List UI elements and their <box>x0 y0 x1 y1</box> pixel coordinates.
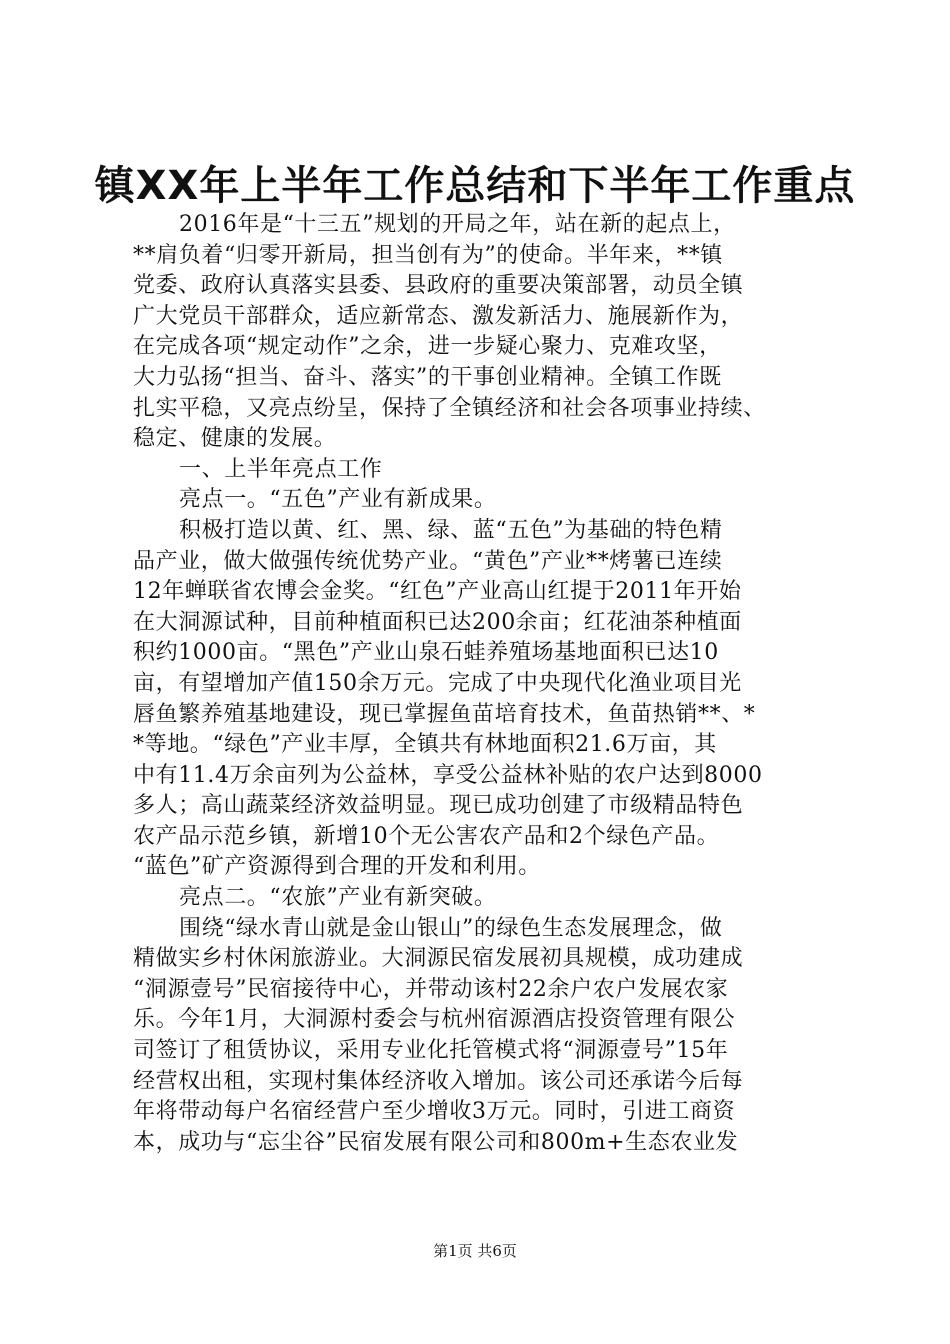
document-body <box>133 210 833 1158</box>
text-line: 大力弘扬“担当、奋斗、落实”的干事创业精神。全镇工作既 <box>133 364 722 390</box>
text-line: 品产业，做大做强传统优势产业。“黄色”产业**烤薯已连续 <box>133 548 723 574</box>
text-line: 围绕“绿水青山就是金山银山”的绿色生态发展理念，做 <box>179 915 723 941</box>
text-line: 精做实乡村休闲旅游业。大洞源民宿发展初具规模，成功建成 <box>133 946 744 972</box>
text-line: 亮点二。“农旅”产业有新突破。 <box>179 885 497 911</box>
text-line: “蓝色”矿产资源得到合理的开发和利用。 <box>133 854 541 880</box>
document-title: 镇XX年上半年工作总结和下半年工作重点 <box>94 163 856 209</box>
text-line: 年将带动每户名宿经营户至少增收3万元。同时，引进工商资 <box>133 1099 736 1125</box>
text-line: 广大党员干部群众，适应新常态、激发新活力、施展新作为， <box>133 303 744 329</box>
text-line: 多人；高山蔬菜经济效益明显。现已成功创建了市级精品特色 <box>133 793 744 819</box>
text-line: 农产品示范乡镇，新增10个无公害农产品和2个绿色产品。 <box>133 823 720 849</box>
text-line: 经营权出租，实现村集体经济收入增加。该公司还承诺今后每 <box>133 1068 744 1094</box>
text-line: 司签订了租赁协议，采用专业化托管模式将“洞源壹号”15年 <box>133 1038 729 1064</box>
text-line: 唇鱼繁养殖基地建设，现已掌握鱼苗培育技术，鱼苗热销**、* <box>133 701 756 727</box>
text-line: 乐。今年1月，大洞源村委会与杭州宿源酒店投资管理有限公 <box>133 1007 736 1033</box>
text-line: 本，成功与“忘尘谷”民宿发展有限公司和800m+生态农业发 <box>133 1129 739 1155</box>
text-line: 积约1000亩。“黑色”产业山泉石蛙养殖场基地面积已达10 <box>133 640 719 666</box>
text-line: 党委、政府认真落实县委、县政府的重要决策部署，动员全镇 <box>133 273 744 299</box>
text-line: 亮点一。“五色”产业有新成果。 <box>179 487 497 513</box>
text-line: *等地。“绿色”产业丰厚，全镇共有林地面积21.6万亩，其 <box>133 732 717 758</box>
text-line: **肩负着“归零开新局，担当创有为”的使命。半年来，**镇 <box>133 242 723 268</box>
text-line: 2016年是“十三五”规划的开局之年，站在新的起点上， <box>179 212 736 237</box>
page-footer: 第1页 共6页 <box>433 1242 517 1260</box>
text-line: 在大洞源试种，目前种植面积已达200余亩；红花油茶种植面 <box>133 609 742 635</box>
text-line: 扎实平稳，又亮点纷呈，保持了全镇经济和社会各项事业持续、 <box>133 395 766 421</box>
text-line: 亩，有望增加产值150余万元。完成了中央现代化渔业项目光 <box>133 670 742 696</box>
text-line: 一、上半年亮点工作 <box>179 456 383 482</box>
text-line: 中有11.4万余亩列为公益林，享受公益林补贴的农户达到8000 <box>133 762 763 788</box>
text-line: 积极打造以黄、红、黑、绿、蓝“五色”为基础的特色精 <box>179 517 723 543</box>
text-line: 12年蝉联省农博会金奖。“红色”产业高山红提于2011年开始 <box>133 579 742 605</box>
text-line: 在完成各项“规定动作”之余，进一步疑心聚力、克难攻坚， <box>133 334 722 360</box>
text-line: “洞源壹号”民宿接待中心，并带动该村22余户农户发展农家 <box>133 976 729 1002</box>
text-line: 稳定、健康的发展。 <box>133 426 337 452</box>
